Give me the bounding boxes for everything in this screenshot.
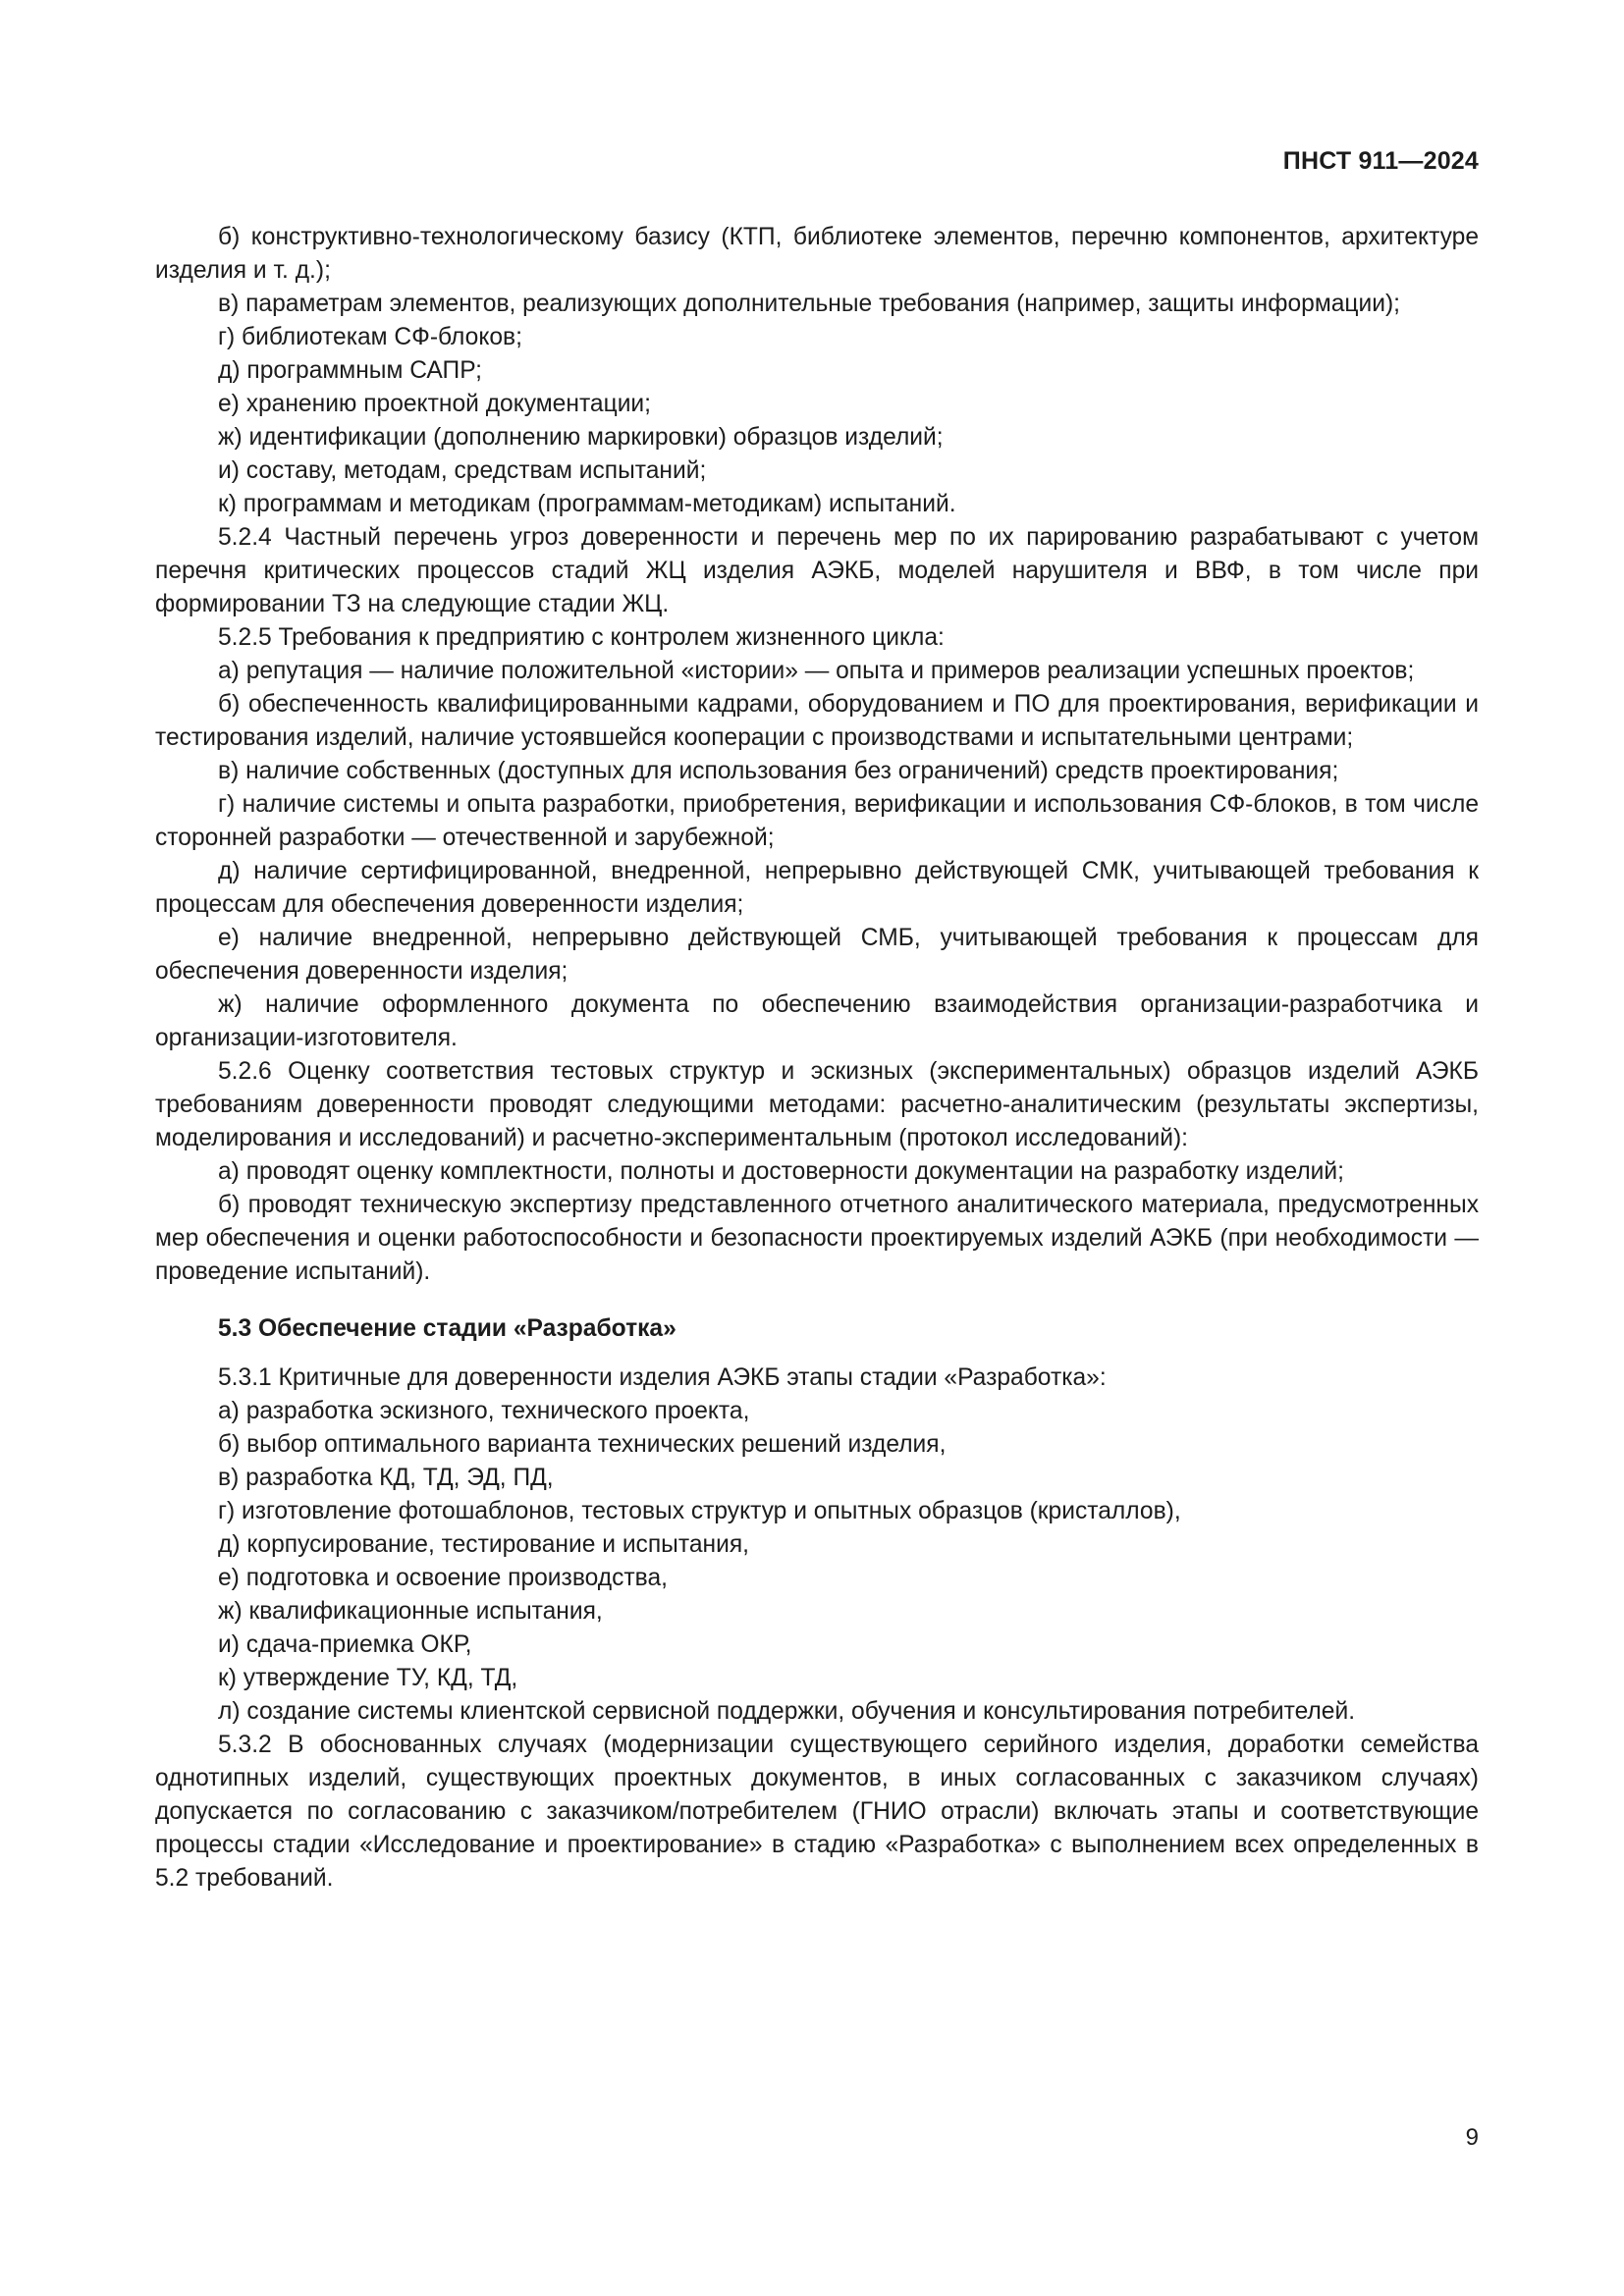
list-item: и) сдача-приемка ОКР, [218,1631,472,1658]
list-item: г) библиотекам СФ-блоков; [218,324,522,350]
list-item: к) утверждение ТУ, КД, ТД, [218,1665,518,1691]
document-code: ПНСТ 911—2024 [1282,147,1479,175]
page-number: 9 [1465,2124,1479,2151]
list-item: ж) квалификационные испытания, [218,1598,603,1625]
paragraph: б) обеспеченность квалифицированными кадрами, оборудованием и ПО для проектирования, верификации и тестирования изделий, наличие устоявшейся кооперации с производствами и испытательными центрами; [155,691,1479,751]
section-heading: 5.3 Обеспечение стадии «Разработка» [218,1315,677,1342]
paragraph: в) наличие собственных (доступных для использования без ограничений) средств проектирования; [218,758,1339,784]
list-item: д) программным САПР; [218,357,482,384]
clause-5-2-5: 5.2.5 Требования к предприятию с контролем жизненного цикла: [218,624,945,651]
paragraph: г) наличие системы и опыта разработки, приобретения, верификации и использования СФ-блоков, в том числе сторонней разработки — отечественной и зарубежной; [155,791,1479,851]
list-item: е) хранению проектной документации; [218,391,652,417]
paragraph: д) наличие сертифицированной, внедренной, непрерывно действующей СМК, учитывающей требования к процессам для обеспечения доверенности изделия; [155,858,1479,918]
paragraph: л) создание системы клиентской сервисной поддержки, обучения и консультирования потребителей. [218,1698,1356,1725]
paragraph: а) репутация — наличие положительной «истории» — опыта и примеров реализации успешных проектов; [218,658,1415,684]
clause-5-3-1: 5.3.1 Критичные для доверенности изделия АЭКБ этапы стадии «Разработка»: [218,1364,1107,1391]
list-item: в) разработка КД, ТД, ЭД, ПД, [218,1465,554,1491]
paragraph: ж) наличие оформленного документа по обеспечению взаимодействия организации-разработчика и организации-изготовителя. [155,991,1479,1051]
clause-5-2-6: 5.2.6 Оценку соответствия тестовых структур и эскизных (экспериментальных) образцов изделий АЭКБ требованиям доверенности проводят следующими методами: расчетно-аналитическим (результаты экспертизы, моделирования и исследований) и расчетно-экспериментальным (протокол исследований): [155,1058,1479,1151]
list-item: е) подготовка и освоение производства, [218,1565,668,1591]
list-item: а) разработка эскизного, технического проекта, [218,1398,750,1424]
paragraph: б) проводят техническую экспертизу представленного отчетного аналитического материала, предусмотренных мер обеспечения и оценки работоспособности и безопасности проектируемых изделий АЭКБ (при необходимости — проведение испытаний). [155,1192,1479,1285]
list-item: д) корпусирование, тестирование и испытания, [218,1531,749,1558]
paragraph: в) параметрам элементов, реализующих дополнительные требования (например, защиты информации); [218,291,1401,317]
paragraph: е) наличие внедренной, непрерывно действующей СМБ, учитывающей требования к процессам для обеспечения доверенности изделия; [155,925,1479,985]
list-item: ж) идентификации (дополнению маркировки) образцов изделий; [218,424,944,451]
page-body [155,221,1479,1896]
list-item: б) выбор оптимального варианта технических решений изделия, [218,1431,947,1458]
list-item: к) программам и методикам (программам-методикам) испытаний. [218,491,956,517]
list-item: и) составу, методам, средствам испытаний; [218,457,707,484]
paragraph: а) проводят оценку комплектности, полноты и достоверности документации на разработку изделий; [218,1158,1344,1185]
list-item: г) изготовление фотошаблонов, тестовых структур и опытных образцов (кристаллов), [218,1498,1181,1524]
clause-5-2-4: 5.2.4 Частный перечень угроз доверенности и перечень мер по их парированию разрабатывают с учетом перечня критических процессов стадий ЖЦ изделия АЭКБ, моделей нарушителя и ВВФ, в том числе при формировании ТЗ на следующие стадии ЖЦ. [155,524,1479,617]
clause-5-3-2: 5.3.2 В обоснованных случаях (модернизации существующего серийного изделия, доработки семейства однотипных изделий, существующих проектных документов, в иных согласованных с заказчиком случаях) допускается по согласованию с заказчиком/потребителем (ГНИО отрасли) включать этапы и соответствующие процессы стадии «Исследование и проектирование» в стадию «Разработка» с выполнением всех определенных в 5.2 требований. [155,1732,1479,1892]
paragraph: б) конструктивно-технологическому базису (КТП, библиотеке элементов, перечню компонентов, архитектуре изделия и т. д.); [155,224,1479,284]
